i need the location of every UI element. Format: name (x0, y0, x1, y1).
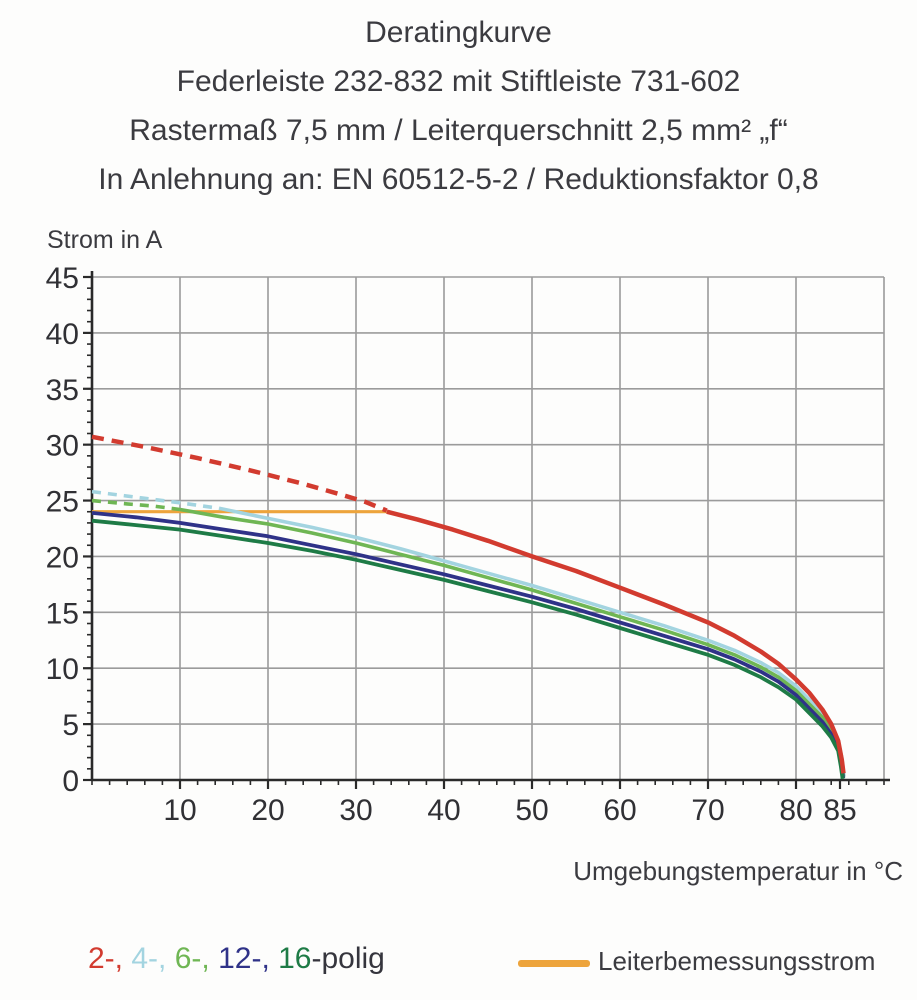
legend-pole-counts (88, 942, 385, 976)
x-tick-label: 50 (515, 794, 549, 827)
x-tick-label: 10 (163, 794, 197, 827)
chart-title-line-4: In Anlehnung an: EN 60512-5-2 / Reduktionsfaktor 0,8 (98, 163, 819, 196)
x-tick-label: 20 (251, 794, 285, 827)
y-tick-label: 40 (45, 317, 79, 351)
y-tick-label: 10 (45, 653, 79, 687)
legend-pole-label: 2-, (88, 942, 132, 975)
chart-title-line-1: Deratingkurve (365, 16, 552, 49)
legend-pole-label: 4-, (131, 942, 175, 975)
legend-pole-label: -polig (311, 942, 385, 975)
x-tick-label: 40 (427, 794, 461, 827)
y-tick-label: 20 (45, 541, 79, 575)
orange-line-swatch (518, 960, 590, 967)
curve-2-polig (387, 512, 844, 774)
y-tick-label: 45 (45, 262, 79, 295)
curve-2-polig-gestrichelt- (92, 437, 387, 511)
chart-title-line-2: Federleiste 232-832 mit Stiftleiste 731-602 (176, 65, 741, 98)
chart-legend (0, 938, 917, 988)
curve-12-polig (92, 513, 843, 778)
x-axis-title: Umgebungstemperatur in °C (573, 856, 903, 886)
legend-pole-label: 6-, (174, 942, 219, 975)
y-tick-label: 0 (62, 765, 79, 798)
y-tick-label: 15 (45, 597, 79, 631)
y-tick-label: 30 (45, 429, 79, 463)
x-tick-label: 70 (691, 794, 725, 827)
curve-6-polig-gestrichelt- (92, 501, 180, 510)
y-axis-title: Strom in A (47, 226, 163, 254)
x-tick-label: 85 (823, 794, 857, 827)
chart-title-line-3: Rastermaß 7,5 mm / Leiterquerschnitt 2,5 mm² „f“ (129, 114, 788, 147)
x-tick-label: 30 (339, 794, 373, 827)
x-tick-label: 80 (779, 794, 813, 827)
legend-rated-label: Leiterbemessungsstrom (598, 946, 876, 976)
y-tick-label: 25 (45, 485, 79, 519)
y-tick-label: 5 (62, 709, 79, 743)
x-tick-label: 60 (603, 794, 637, 827)
legend-pole-label: 16 (278, 942, 312, 975)
y-tick-label: 35 (45, 373, 79, 407)
legend-pole-label: 12-, (218, 942, 279, 975)
